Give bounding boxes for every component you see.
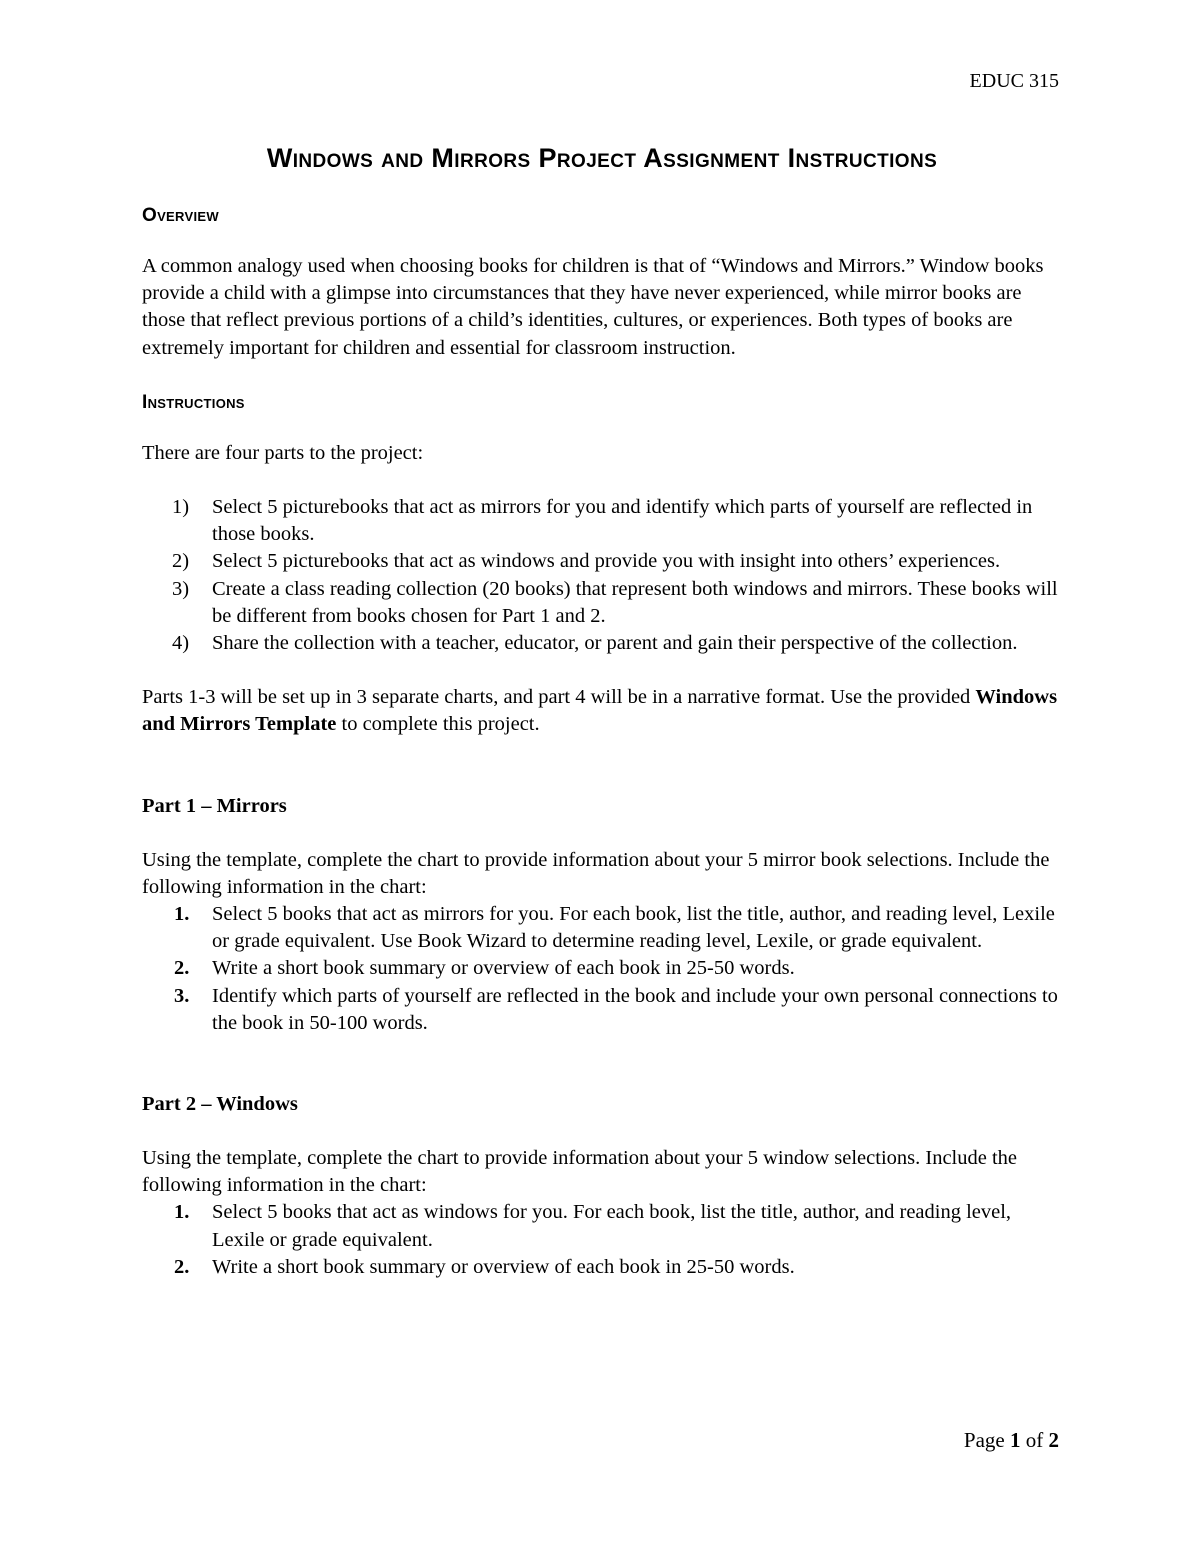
list-number: 2. — [174, 957, 190, 980]
instructions-heading: Instructions — [142, 391, 245, 413]
list-item — [142, 901, 1062, 955]
list-text: Select 5 books that act as windows for you. For each book, list the title, author, and reading level, Lexile or grade equivalent. — [212, 1201, 1012, 1251]
course-code: EDUC 315 — [969, 70, 1059, 92]
list-number: 1. — [174, 1201, 190, 1224]
part1-list — [142, 901, 1062, 1037]
list-text: Write a short book summary or overview of each book in 25-50 words. — [212, 1255, 795, 1278]
closing-text-start: Parts 1-3 will be set up in 3 separate charts, and part 4 will be in a narrative format. Use the provided — [142, 686, 976, 709]
list-text: Share the collection with a teacher, educator, or parent and gain their perspective of the collection. — [212, 632, 1018, 655]
part1-intro: Using the template, complete the chart to provide information about your 5 mirror book selections. Include the following information in the chart: — [142, 848, 1050, 898]
list-item — [142, 1199, 1062, 1253]
part1-heading: Part 1 – Mirrors — [142, 794, 287, 817]
list-text: Write a short book summary or overview of each book in 25-50 words. — [212, 957, 795, 980]
list-number: 3. — [174, 984, 190, 1007]
overview-heading: Overview — [142, 205, 219, 226]
list-item — [142, 630, 1062, 657]
closing-text-end: to complete this project. — [336, 713, 540, 736]
list-item — [142, 983, 1062, 1037]
list-number: 1) — [172, 496, 190, 519]
page-title: Windows and Mirrors Project Assignment Instructions — [266, 143, 938, 173]
overview-paragraph: A common analogy used when choosing books for children is that of “Windows and Mirrors.” Window books provide a child with a glimpse into circumstances that they have never experienced, while mirror books are those that reflect previous portions of a child’s identities, cultures, or experiences. Both types of books are extremely important for children and essential for classroom instruction. — [142, 255, 1044, 359]
list-number: 2) — [172, 550, 190, 573]
list-number: 4) — [172, 632, 190, 655]
list-item — [142, 576, 1062, 630]
list-text: Select 5 books that act as mirrors for you. For each book, list the title, author, and reading level, Lexile or grade equivalent. Use Book Wizard to determine reading level, Lexile, or grade equivalent. — [212, 903, 1055, 953]
list-text: Identify which parts of yourself are reflected in the book and include your own personal connections to the book in 50-100 words. — [212, 984, 1058, 1034]
list-item — [142, 955, 1062, 982]
list-text: Select 5 picturebooks that act as windows and provide you with insight into others’ experiences. — [212, 550, 1001, 573]
part2-heading: Part 2 – Windows — [142, 1093, 298, 1116]
instructions-steps-list — [142, 494, 1062, 657]
document-body — [142, 140, 1062, 1281]
list-item — [142, 494, 1062, 548]
total-pages: 2 — [1048, 1428, 1059, 1452]
list-number: 1. — [174, 903, 190, 926]
page-number — [964, 1428, 1059, 1453]
template-name: Windows and Mirrors Template — [142, 686, 1058, 736]
of-word: of — [1025, 1428, 1044, 1452]
part2-intro: Using the template, complete the chart to provide information about your 5 window selections. Include the following information in the chart: — [142, 1147, 1018, 1197]
list-item — [142, 1254, 1062, 1281]
part2-list — [142, 1199, 1062, 1281]
list-number: 3) — [172, 577, 190, 600]
list-item — [142, 548, 1062, 575]
list-number: 2. — [174, 1255, 190, 1278]
list-text: Create a class reading collection (20 books) that represent both windows and mirrors. These books will be different from books chosen for Part 1 and 2. — [212, 577, 1058, 627]
current-page: 1 — [1010, 1428, 1021, 1452]
instructions-intro: There are four parts to the project: — [142, 441, 424, 464]
page-word: Page — [963, 1428, 1005, 1452]
instructions-closing — [142, 684, 1062, 738]
list-text: Select 5 picturebooks that act as mirrors for you and identify which parts of yourself are reflected in those books. — [212, 496, 1033, 546]
